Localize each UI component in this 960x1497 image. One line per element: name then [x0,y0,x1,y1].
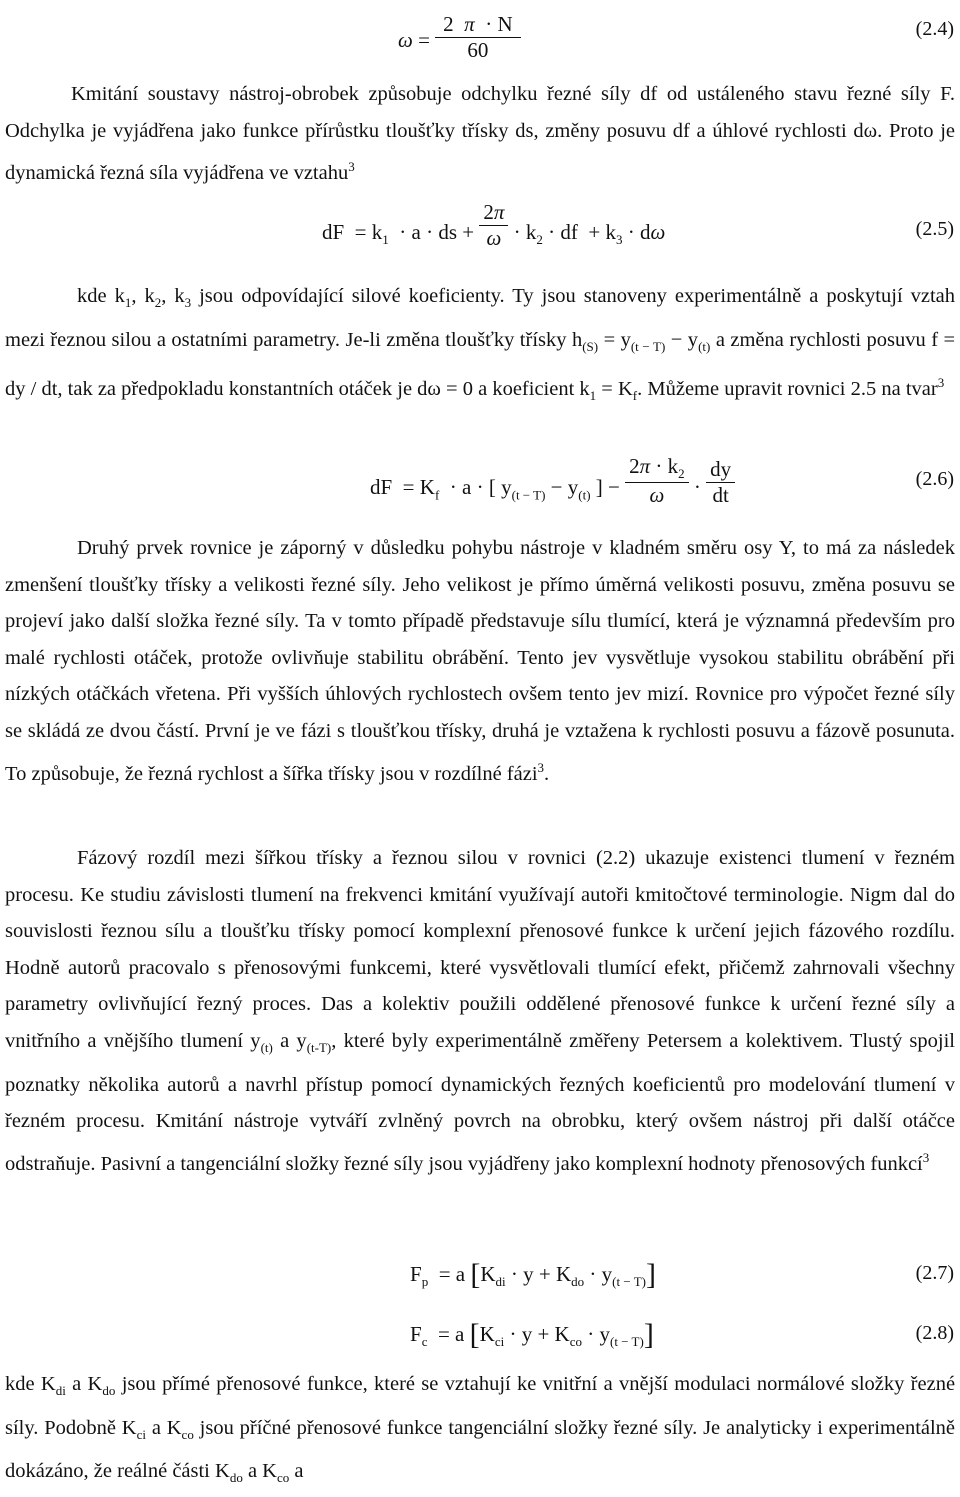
equation-2-4 [0,0,960,64]
paragraph-2: kde $k_1$, $k_2$, $k_3$ jsou odpovídající silové koeficienty. Ty jsou stanoveny experimentálně a poskytují vztah mezi řeznou silou a ostatními parametry. Je-li změna tloušťky třísky $h_{(S)} = y_{(t - T)} - y_{(t)}$ a změna rychlosti posuvu f = dy / dt, tak za předpokladu konstantních otáček je dω = 0 a koeficient $k_1 = K_f$. Můžeme upravit rovnici 2.5 na tvar$^3$ [5,285,956,404]
equation-2-5 [0,186,960,260]
equation-number: (2.6) [915,468,954,490]
paragraph-text: a y [280,1029,307,1052]
paragraph-text: jsou příčné přenosové funkce tangenciální složky řezné síly. Je analyticky i experimentálně dokázáno, že reálné části K [5,1416,956,1483]
paragraph-text: , které byly experimentálně změřeny Petersem a kolektivem. Tlustý spojil poznatky několika autorů a navrhl přístup pomocí dynamických řezných koeficientů pro modelování tlumení v řezném procesu. Kmitání nástroje vytváří zvlněný povrch na obrobku, který ovšem nástroj při další otáčce odstraňuje. Pasivní a tangenciální složky řezné síly jsou vyjádřeny jako komplexní hodnoty přenosových funkcí [5,1029,955,1175]
paragraph-text: Fázový rozdíl mezi šířkou třísky a řeznou silou v rovnici (2.2) ukazuje existenci tlumení v řezném procesu. Ke studiu závislosti tlumení na frekvenci kmitání využívají autoři kmitočtové terminologie. Nigm dal do souvislosti řeznou sílu a tloušťku třísky pomocí komplexní přenosové funkce k určení jejich fázového rozdílu. Hodně autorů pracovalo s přenosovými funkcemi, které vysvětlovali tlumící efekt, přičemž zahrnovali všechny parametry ovlivňující řezný proces. Das a kolektiv použili oddělené přenosové funkce k určení řezné síly a vnitřního a vnějšího tlumení y [5,847,955,1052]
paragraph-text: Druhý prvek rovnice je záporný v důsledku pohybu nástroje v kladném směru osy Y, to má za následek zmenšení tloušťky třísky a velikosti řezné síly. Jeho velikost je přímo úměrná velikosti posuvu, změna posuvu se projeví jako další složka řezné síly. Ta v tomto případě představuje sílu tlumící, která je významná především pro malé rychlosti otáček, protože ovlivňuje stabilitu obrábění. Tento jev vysvětluje vysokou stabilitu obrábění při nízkých otáčkách vřetena. Při vyšších úhlových rychlostech ovšem tento jev mizí. Rovnice pro výpočet řezné síly se skládá ze dvou částí. První je ve fázi s tloušťkou třísky, druhá je vztažena k rychlosti posuvu a fázově posunuta. To způsobuje, že řezná rychlost a šířka třísky jsou v rozdílné fázi [5,537,955,785]
paragraph-text: , tak za předpokladu konstantních otáček je dω = 0 a koeficient k [57,378,590,401]
paragraph-text: jsou odpovídající silové koeficienty. Ty jsou stanoveny experimentálně a poskytují vztah mezi řeznou silou a ostatními parametry. Je-li změna tloušťky třísky [5,285,956,351]
paragraph-text: a změna rychlosti posuvu [715,328,926,351]
citation-ref: 3 [348,159,355,175]
paragraph-1 [5,76,955,192]
equation-number: (2.5) [915,218,954,240]
equation-2-7 [0,1252,960,1302]
equation-2-5-body: dF = $k_1 \cdot a$ · ds + $\frac{2\pi}{\omega}$ · $k_2$ · df + $k_3 \cdot d\omega$ [322,200,666,250]
equation-2-6 [0,444,960,522]
paragraph-text: kde k [77,285,125,307]
equation-number: (2.8) [915,1322,954,1344]
paragraph-3: Druhý prvek rovnice je záporný v důsledku pohybu nástroje v kladném směru osy Y, to má za následek zmenšení tloušťky třísky a velikosti řezné síly. Jeho velikost je přímo úměrná velikosti posuvu, změna posuvu se projeví jako další složka řezné síly. Ta v tomto případě představuje sílu tlumící, která je významná především pro malé rychlosti otáček, protože ovlivňuje stabilitu obrábění. Tento jev vysvětluje vysokou stabilitu obrábění při nízkých otáčkách vřetena. Při vyšších úhlových rychlostech ovšem tento jev mizí. Rovnice pro výpočet řezné síly se skládá ze dvou částí. První je ve fázi s tloušťkou třísky, druhá je vztažena k rychlosti posuvu a fázově posunuta. To způsobuje, že řezná rychlost a šířka třísky jsou v rozdílné fázi$^3$. [5,537,955,785]
equation-2-7-body: $F_p = a$ $[K_{di} \cdot y + K_{do} \cdot y_{(t - T)}]$ [410,1258,656,1291]
equation-2-6-body: dF = $K_f \cdot a$ · [ $y_{(t - T)} - y_{(t)}$ ] − $\frac{2\pi \cdot k_2}{\omega}$ · $\frac{dy}{dt}$ [370,454,735,508]
paragraph-text: Kmitání soustavy nástroj-obrobek způsobuje odchylku řezné síly df od ustáleného stavu řezné síly F. Odchylka je vyjádřena jako funkce přírůstku tloušťky třísky ds, změny posuvu df a úhlové rychlosti dω. Proto je dynamická řezná síla vyjádřena ve vztahu [5,83,955,185]
equation-number: (2.7) [915,1262,954,1284]
equation-2-8-body: $F_c = a$ $[K_{ci} \cdot y + K_{co} \cdot y_{(t - T)}]$ [410,1318,654,1351]
equation-2-8 [0,1312,960,1362]
equation-2-4-body: ω = $\frac{2 \pi \cdot N}{60}$ [398,12,521,63]
equation-number: (2.4) [915,18,954,40]
paragraph-text: jsou přímé přenosové funkce, které se vztahují ke vnitřní a vnější modulaci normálové složky řezné síly. Podobně K [5,1373,956,1439]
paragraph-text: = K [601,378,633,401]
paragraph-text: a [294,1460,304,1483]
paragraph-text: a K [151,1416,182,1439]
paragraph-text: a K [247,1460,277,1483]
paragraph-4: Fázový rozdíl mezi šířkou třísky a řeznou silou v rovnici (2.2) ukazuje existenci tlumení v řezném procesu. Ke studiu závislosti tlumení na frekvenci kmitání využívají autoři kmitočtové terminologie. Nigm dal do souvislosti řeznou sílu a tloušťku třísky pomocí komplexní přenosové funkce k určení jejich fázového rozdílu. Hodně autorů pracovalo s přenosovými funkcemi, které vysvětlovali tlumící efekt, přičemž zahrnovali všechny parametry ovlivňující řezný proces. Das a kolektiv použili oddělené přenosové funkce k určení řezné síly a vnitřního a vnějšího tlumení $y_{(t)}$ a $y_{(t-T)}$, které byly experimentálně změřeny Petersem a kolektivem. Tlustý spojil poznatky několika autorů a navrhl přístup pomocí dynamických řezných koeficientů pro modelování tlumení v řezném procesu. Kmitání nástroje vytváří zvlněný povrch na obrobku, který ovšem nástroj při další otáčce odstraňuje. Pasivní a tangenciální složky řezné síly jsou vyjádřeny jako komplexní hodnoty přenosových funkcí$^3$ [5,847,955,1175]
paragraph-text: a K [72,1373,103,1395]
paragraph-text: . Můžeme upravit rovnici 2.5 na tvar [637,378,938,401]
paragraph-5: kde $K_{di}$ a $K_{do}$ jsou přímé přenosové funkce, které se vztahují ke vnitřní a vnější modulaci normálové složky řezné síly. Podobně $K_{ci}$ a $K_{co}$ jsou příčné přenosové funkce tangenciální složky řezné síly. Je analyticky i experimentálně dokázáno, že reálné části $K_{do}$ a $K_{co}$ a [5,1373,956,1486]
paragraph-text: kde K [5,1373,56,1395]
